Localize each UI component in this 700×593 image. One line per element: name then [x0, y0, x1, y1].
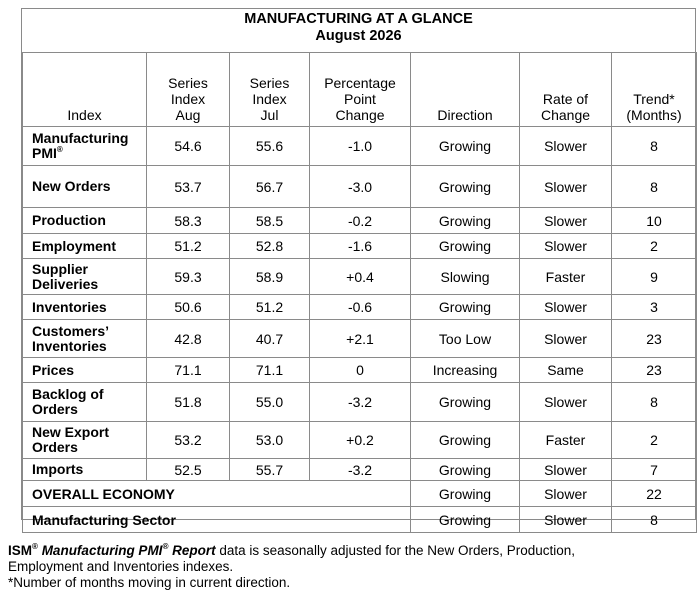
cell-jul: 51.2 — [230, 295, 310, 320]
cell-trend: 8 — [612, 166, 697, 208]
cell-index: New Export Orders — [23, 422, 147, 459]
cell-change: -3.2 — [310, 459, 411, 481]
cell-trend: 2 — [612, 422, 697, 459]
cell-aug: 51.2 — [147, 234, 230, 259]
table-row — [23, 127, 697, 166]
cell-rate: Slower — [520, 383, 612, 422]
header-aug: Series Index Aug — [147, 53, 230, 127]
cell-jul: 58.5 — [230, 208, 310, 234]
table-row — [23, 320, 697, 358]
cell-aug: 58.3 — [147, 208, 230, 234]
cell-jul: 55.6 — [230, 127, 310, 166]
cell-change: +2.1 — [310, 320, 411, 358]
cell-trend: 3 — [612, 295, 697, 320]
cell-index: New Orders — [23, 166, 147, 208]
cell-trend: 10 — [612, 208, 697, 234]
cell-direction: Increasing — [411, 358, 520, 383]
cell-summary-name: OVERALL ECONOMY — [23, 481, 411, 507]
cell-trend: 22 — [612, 481, 697, 507]
cell-index: Supplier Deliveries — [23, 259, 147, 295]
cell-rate: Slower — [520, 127, 612, 166]
cell-change: -0.6 — [310, 295, 411, 320]
cell-summary-name: Manufacturing Sector — [23, 507, 411, 533]
cell-aug: 50.6 — [147, 295, 230, 320]
cell-index: Inventories — [23, 295, 147, 320]
cell-trend: 2 — [612, 234, 697, 259]
summary-row — [23, 481, 697, 507]
cell-change: +0.2 — [310, 422, 411, 459]
table-row — [23, 259, 697, 295]
cell-index: Manufacturing PMI® — [23, 127, 147, 166]
cell-change: -1.0 — [310, 127, 411, 166]
table-row — [23, 459, 697, 481]
cell-jul: 55.7 — [230, 459, 310, 481]
cell-aug: 53.7 — [147, 166, 230, 208]
header-row — [23, 53, 697, 127]
glance-table — [22, 52, 697, 533]
cell-aug: 52.5 — [147, 459, 230, 481]
cell-change: -0.2 — [310, 208, 411, 234]
table-row — [23, 208, 697, 234]
title-line-1: MANUFACTURING AT A GLANCE — [244, 11, 473, 27]
cell-direction: Slowing — [411, 259, 520, 295]
table-title — [22, 11, 695, 45]
header-jul: Series Index Jul — [230, 53, 310, 127]
cell-jul: 71.1 — [230, 358, 310, 383]
cell-change: -3.0 — [310, 166, 411, 208]
cell-rate: Faster — [520, 422, 612, 459]
cell-trend: 23 — [612, 358, 697, 383]
cell-rate: Faster — [520, 259, 612, 295]
cell-trend: 8 — [612, 507, 697, 533]
cell-aug: 42.8 — [147, 320, 230, 358]
cell-rate: Slower — [520, 507, 612, 533]
cell-change: -1.6 — [310, 234, 411, 259]
table-row — [23, 358, 697, 383]
cell-trend: 9 — [612, 259, 697, 295]
cell-jul: 58.9 — [230, 259, 310, 295]
footnote-line-2: Employment and Inventories indexes. — [8, 559, 234, 574]
cell-aug: 59.3 — [147, 259, 230, 295]
cell-index: Imports — [23, 459, 147, 481]
footnote — [8, 543, 698, 591]
title-line-2: August 2026 — [315, 28, 402, 44]
cell-jul: 55.0 — [230, 383, 310, 422]
table-row — [23, 383, 697, 422]
cell-rate: Slower — [520, 166, 612, 208]
cell-change: -3.2 — [310, 383, 411, 422]
cell-aug: 53.2 — [147, 422, 230, 459]
summary-row — [23, 507, 697, 533]
table-row — [23, 234, 697, 259]
cell-aug: 71.1 — [147, 358, 230, 383]
cell-direction: Too Low — [411, 320, 520, 358]
header-index: Index — [23, 53, 147, 127]
cell-rate: Slower — [520, 320, 612, 358]
cell-jul: 52.8 — [230, 234, 310, 259]
table-row — [23, 295, 697, 320]
cell-direction: Growing — [411, 234, 520, 259]
cell-rate: Slower — [520, 208, 612, 234]
cell-change: +0.4 — [310, 259, 411, 295]
cell-trend: 8 — [612, 127, 697, 166]
cell-direction: Growing — [411, 208, 520, 234]
cell-rate: Slower — [520, 459, 612, 481]
cell-rate: Same — [520, 358, 612, 383]
footnote-line-3: *Number of months moving in current direction. — [8, 575, 291, 590]
cell-direction: Growing — [411, 166, 520, 208]
cell-index: Backlog of Orders — [23, 383, 147, 422]
cell-index: Prices — [23, 358, 147, 383]
cell-direction: Growing — [411, 459, 520, 481]
cell-change: 0 — [310, 358, 411, 383]
cell-direction: Growing — [411, 127, 520, 166]
cell-index: Employment — [23, 234, 147, 259]
cell-trend: 23 — [612, 320, 697, 358]
cell-direction: Growing — [411, 295, 520, 320]
footnote-line-1: ISM® Manufacturing PMI® Report data is seasonally adjusted for the New Orders, Production, — [8, 542, 576, 558]
header-direction: Direction — [411, 53, 520, 127]
cell-jul: 56.7 — [230, 166, 310, 208]
cell-direction: Growing — [411, 507, 520, 533]
cell-index: Customers’ Inventories — [23, 320, 147, 358]
cell-trend: 8 — [612, 383, 697, 422]
cell-trend: 7 — [612, 459, 697, 481]
header-trend: Trend* (Months) — [612, 53, 697, 127]
cell-rate: Slower — [520, 295, 612, 320]
glance-table-frame — [21, 8, 696, 528]
cell-index: Production — [23, 208, 147, 234]
cell-aug: 51.8 — [147, 383, 230, 422]
cell-jul: 53.0 — [230, 422, 310, 459]
cell-jul: 40.7 — [230, 320, 310, 358]
cell-direction: Growing — [411, 481, 520, 507]
header-rate: Rate of Change — [520, 53, 612, 127]
table-row — [23, 422, 697, 459]
table-row — [23, 166, 697, 208]
cell-rate: Slower — [520, 481, 612, 507]
cell-direction: Growing — [411, 383, 520, 422]
cell-aug: 54.6 — [147, 127, 230, 166]
cell-direction: Growing — [411, 422, 520, 459]
cell-rate: Slower — [520, 234, 612, 259]
header-change: Percentage Point Change — [310, 53, 411, 127]
